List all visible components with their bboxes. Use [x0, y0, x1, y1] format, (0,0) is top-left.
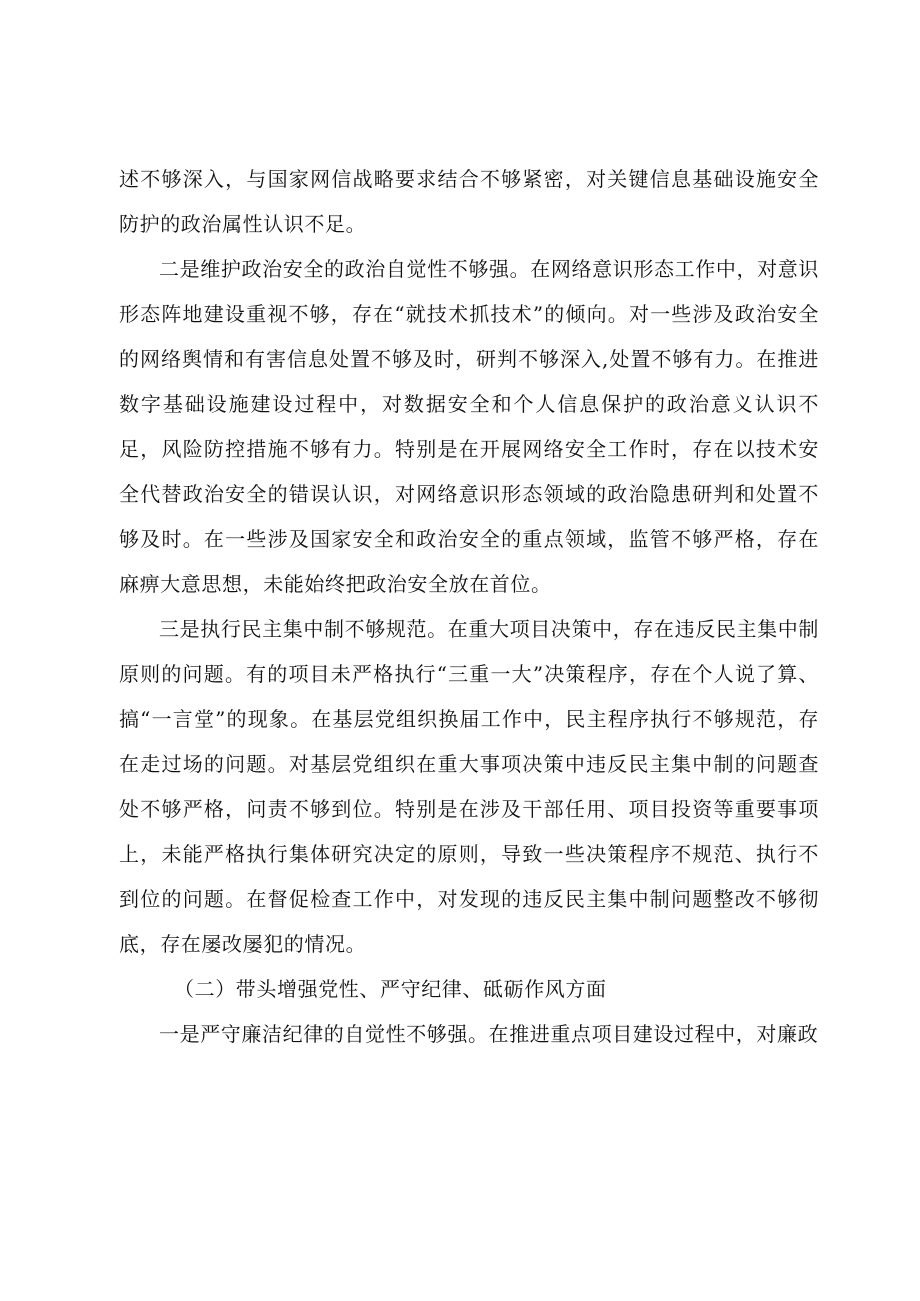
paragraph-democratic-centralism: 三是执行民主集中制不够规范。在重大项目决策中，存在违反民主集中制原则的问题。有的项目未严格执行“三重一大”决策程序，存在个人说了算、搞“一言堂”的现象。在基层党组织换届工作中，民主程序执行不够规范，存在走过场的问题。对基层党组织在重大事项决策中违反民主集中制的问题查处不够严格，问责不够到位。特别是在涉及干部任用、项目投资等重要事项上，未能严格执行集体研究决定的原则，导致一些决策程序不规范、执行不到位的问题。在督促检查工作中，对发现的违反民主集中制问题整改不够彻底，存在屡改屡犯的情况。: [119, 617, 819, 956]
paragraph-continuation: 述不够深入，与国家网信战略要求结合不够紧密，对关键信息基础设施安全防护的政治属性认识不足。: [119, 167, 819, 236]
paragraph-integrity-discipline: 一是严守廉洁纪律的自觉性不够强。在推进重点项目建设过程中，对廉政: [159, 1022, 819, 1046]
section-heading: （二）带头增强党性、严守纪律、砥砺作风方面: [174, 977, 607, 1001]
paragraph-political-security: 二是维护政治安全的政治自觉性不够强。在网络意识形态工作中，对意识形态阵地建设重视不够，存在“就技术抓技术”的倾向。对一些涉及政治安全的网络舆情和有害信息处置不够及时，研判不够深入,处置不够有力。在推进数字基础设施建设过程中，对数据安全和个人信息保护的政治意义认识不足，风险防控措施不够有力。特别是在开展网络安全工作时，存在以技术安全代替政治安全的错误认识，对网络意识形态领域的政治隐患研判和处置不够及时。在一些涉及国家安全和政治安全的重点领域，监管不够严格，存在麻痹大意思想，未能始终把政治安全放在首位。: [119, 257, 819, 596]
document-body: [119, 157, 819, 1057]
